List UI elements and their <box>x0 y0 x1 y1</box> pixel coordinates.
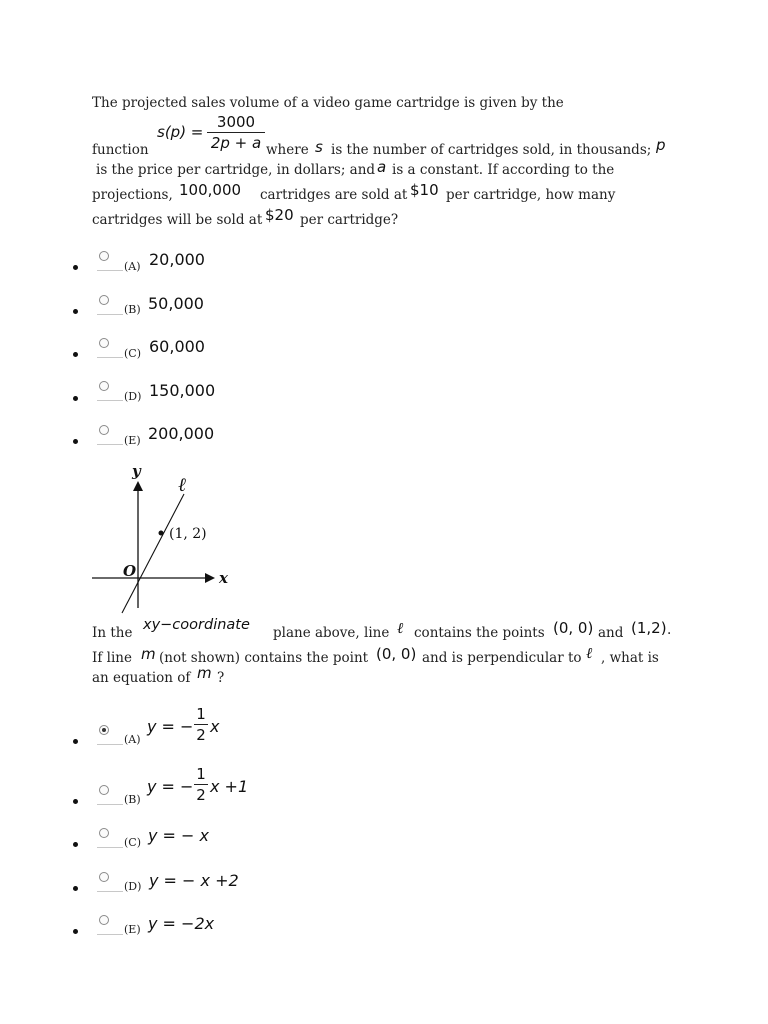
q2-if-line: If line <box>92 650 132 666</box>
q1-radio-e[interactable] <box>99 425 109 435</box>
q2-and: and <box>598 625 624 641</box>
choice-lhs: y = − <box>147 777 194 796</box>
input-underline <box>97 804 123 805</box>
list-bullet <box>73 929 78 934</box>
q1-per-how: per cartridge, how many <box>446 187 616 203</box>
q1-line-3a: is the price per cartridge, in dollars; and <box>96 162 376 178</box>
fraction-denominator: 2 <box>196 786 206 804</box>
q1-price-2: $20 <box>265 206 294 224</box>
input-underline <box>97 891 123 892</box>
choice-rest: x <box>210 717 220 736</box>
q1-line-5b: per cartridge? <box>300 212 399 228</box>
choice-value: 20,000 <box>149 250 205 269</box>
choice-fraction <box>194 765 208 804</box>
choice-fraction <box>194 705 208 744</box>
q2-radio-b[interactable] <box>99 785 109 795</box>
list-bullet <box>73 886 78 891</box>
q1-sold-at: cartridges are sold at <box>260 187 408 203</box>
list-bullet <box>73 439 78 444</box>
list-bullet <box>73 739 78 744</box>
choice-letter: (D) <box>124 390 142 403</box>
q1-where: where <box>266 142 309 158</box>
list-bullet <box>73 396 78 401</box>
choice-letter: (D) <box>124 880 142 893</box>
q2-point-2: (1,2) <box>631 619 667 637</box>
choice-value: 50,000 <box>148 294 204 313</box>
fraction-bar <box>194 784 208 785</box>
x-axis-label: x <box>219 569 228 587</box>
input-underline <box>97 314 123 315</box>
input-underline <box>97 444 123 445</box>
q1-line-5a: cartridges will be sold at <box>92 212 263 228</box>
q1-line-3b: is a constant. If according to the <box>392 162 615 178</box>
input-underline <box>97 934 123 935</box>
y-axis-label: y <box>132 462 141 480</box>
q2-not-shown: (not shown) contains the point <box>159 650 369 666</box>
list-bullet <box>73 842 78 847</box>
fraction-numerator: 1 <box>196 705 206 723</box>
fraction-bar <box>207 132 265 133</box>
list-bullet <box>73 352 78 357</box>
q2-in-the: In the <box>92 625 133 641</box>
choice-lhs: y = − <box>147 717 194 736</box>
choice-equation: y = − x +2 <box>149 871 239 890</box>
fraction-denominator: 2 <box>196 726 206 744</box>
choice-letter: (B) <box>124 303 141 316</box>
q2-contains: contains the points <box>414 625 545 641</box>
choice-letter: (C) <box>124 836 141 849</box>
choice-letter: (B) <box>124 793 141 806</box>
q1-fraction-denominator: 2p + a <box>210 134 262 152</box>
q2-radio-a[interactable] <box>99 725 109 735</box>
q2-plane: plane above, line <box>273 625 390 641</box>
choice-value: 60,000 <box>149 337 205 356</box>
q1-var-a: a <box>377 158 387 176</box>
choice-letter: (C) <box>124 347 141 360</box>
list-bullet <box>73 265 78 270</box>
q1-radio-b[interactable] <box>99 295 109 305</box>
q1-function-fraction <box>207 113 265 152</box>
q2-point-1: (0, 0) <box>553 619 594 637</box>
q2-what-is: , what is <box>601 650 659 666</box>
choice-letter: (E) <box>124 434 141 447</box>
list-bullet <box>73 309 78 314</box>
q1-amount: 100,000 <box>179 181 242 199</box>
choice-letter: (A) <box>124 733 141 746</box>
choice-value: 150,000 <box>149 381 216 400</box>
q2-ell: ℓ <box>397 619 404 637</box>
fraction-bar <box>194 724 208 725</box>
input-underline <box>97 400 123 401</box>
q2-period: . <box>667 622 672 638</box>
q2-xy-coordinate: xy−coordinate <box>143 617 250 633</box>
q1-radio-a[interactable] <box>99 251 109 261</box>
point-label: (1, 2) <box>169 526 207 542</box>
q1-var-p: p <box>656 136 666 154</box>
line-label: ℓ <box>178 474 186 496</box>
choice-rest: x +1 <box>210 777 249 796</box>
q2-m-2: m <box>197 664 212 682</box>
y-axis-arrow <box>133 481 143 491</box>
q2-question-mark: ? <box>217 670 225 686</box>
choice-equation: y = −2x <box>148 914 215 933</box>
choice-equation: y = − x <box>148 826 210 845</box>
input-underline <box>97 357 123 358</box>
input-underline <box>97 744 123 745</box>
origin-label: O <box>123 562 137 580</box>
q2-eq-of: an equation of <box>92 670 191 686</box>
q2-radio-c[interactable] <box>99 828 109 838</box>
line-l <box>122 494 184 613</box>
x-axis-arrow <box>205 573 215 583</box>
q1-price-1: $10 <box>410 181 439 199</box>
q1-line-1: The projected sales volume of a video game cartridge is given by the <box>92 95 564 111</box>
q1-function-lhs: s(p) = <box>157 123 204 141</box>
q2-ell-2: ℓ <box>586 644 593 662</box>
q1-after-s: is the number of cartridges sold, in thousands; <box>331 142 652 158</box>
choice-letter: (A) <box>124 260 141 273</box>
q2-point-3: (0, 0) <box>376 645 417 663</box>
q1-radio-d[interactable] <box>99 381 109 391</box>
coordinate-figure <box>88 458 248 618</box>
q2-radio-d[interactable] <box>99 872 109 882</box>
q1-radio-c[interactable] <box>99 338 109 348</box>
fraction-numerator: 1 <box>196 765 206 783</box>
q1-function-word: function <box>92 142 149 158</box>
list-bullet <box>73 799 78 804</box>
q1-var-s: s <box>315 138 323 156</box>
q1-projections: projections, <box>92 187 173 203</box>
choice-value: 200,000 <box>148 424 215 443</box>
q2-m: m <box>141 645 156 663</box>
q2-radio-e[interactable] <box>99 915 109 925</box>
q1-fraction-numerator: 3000 <box>216 113 256 131</box>
point-1-2 <box>159 531 164 536</box>
q2-perp: and is perpendicular to <box>422 650 582 666</box>
input-underline <box>97 847 123 848</box>
input-underline <box>97 270 123 271</box>
choice-letter: (E) <box>124 923 141 936</box>
